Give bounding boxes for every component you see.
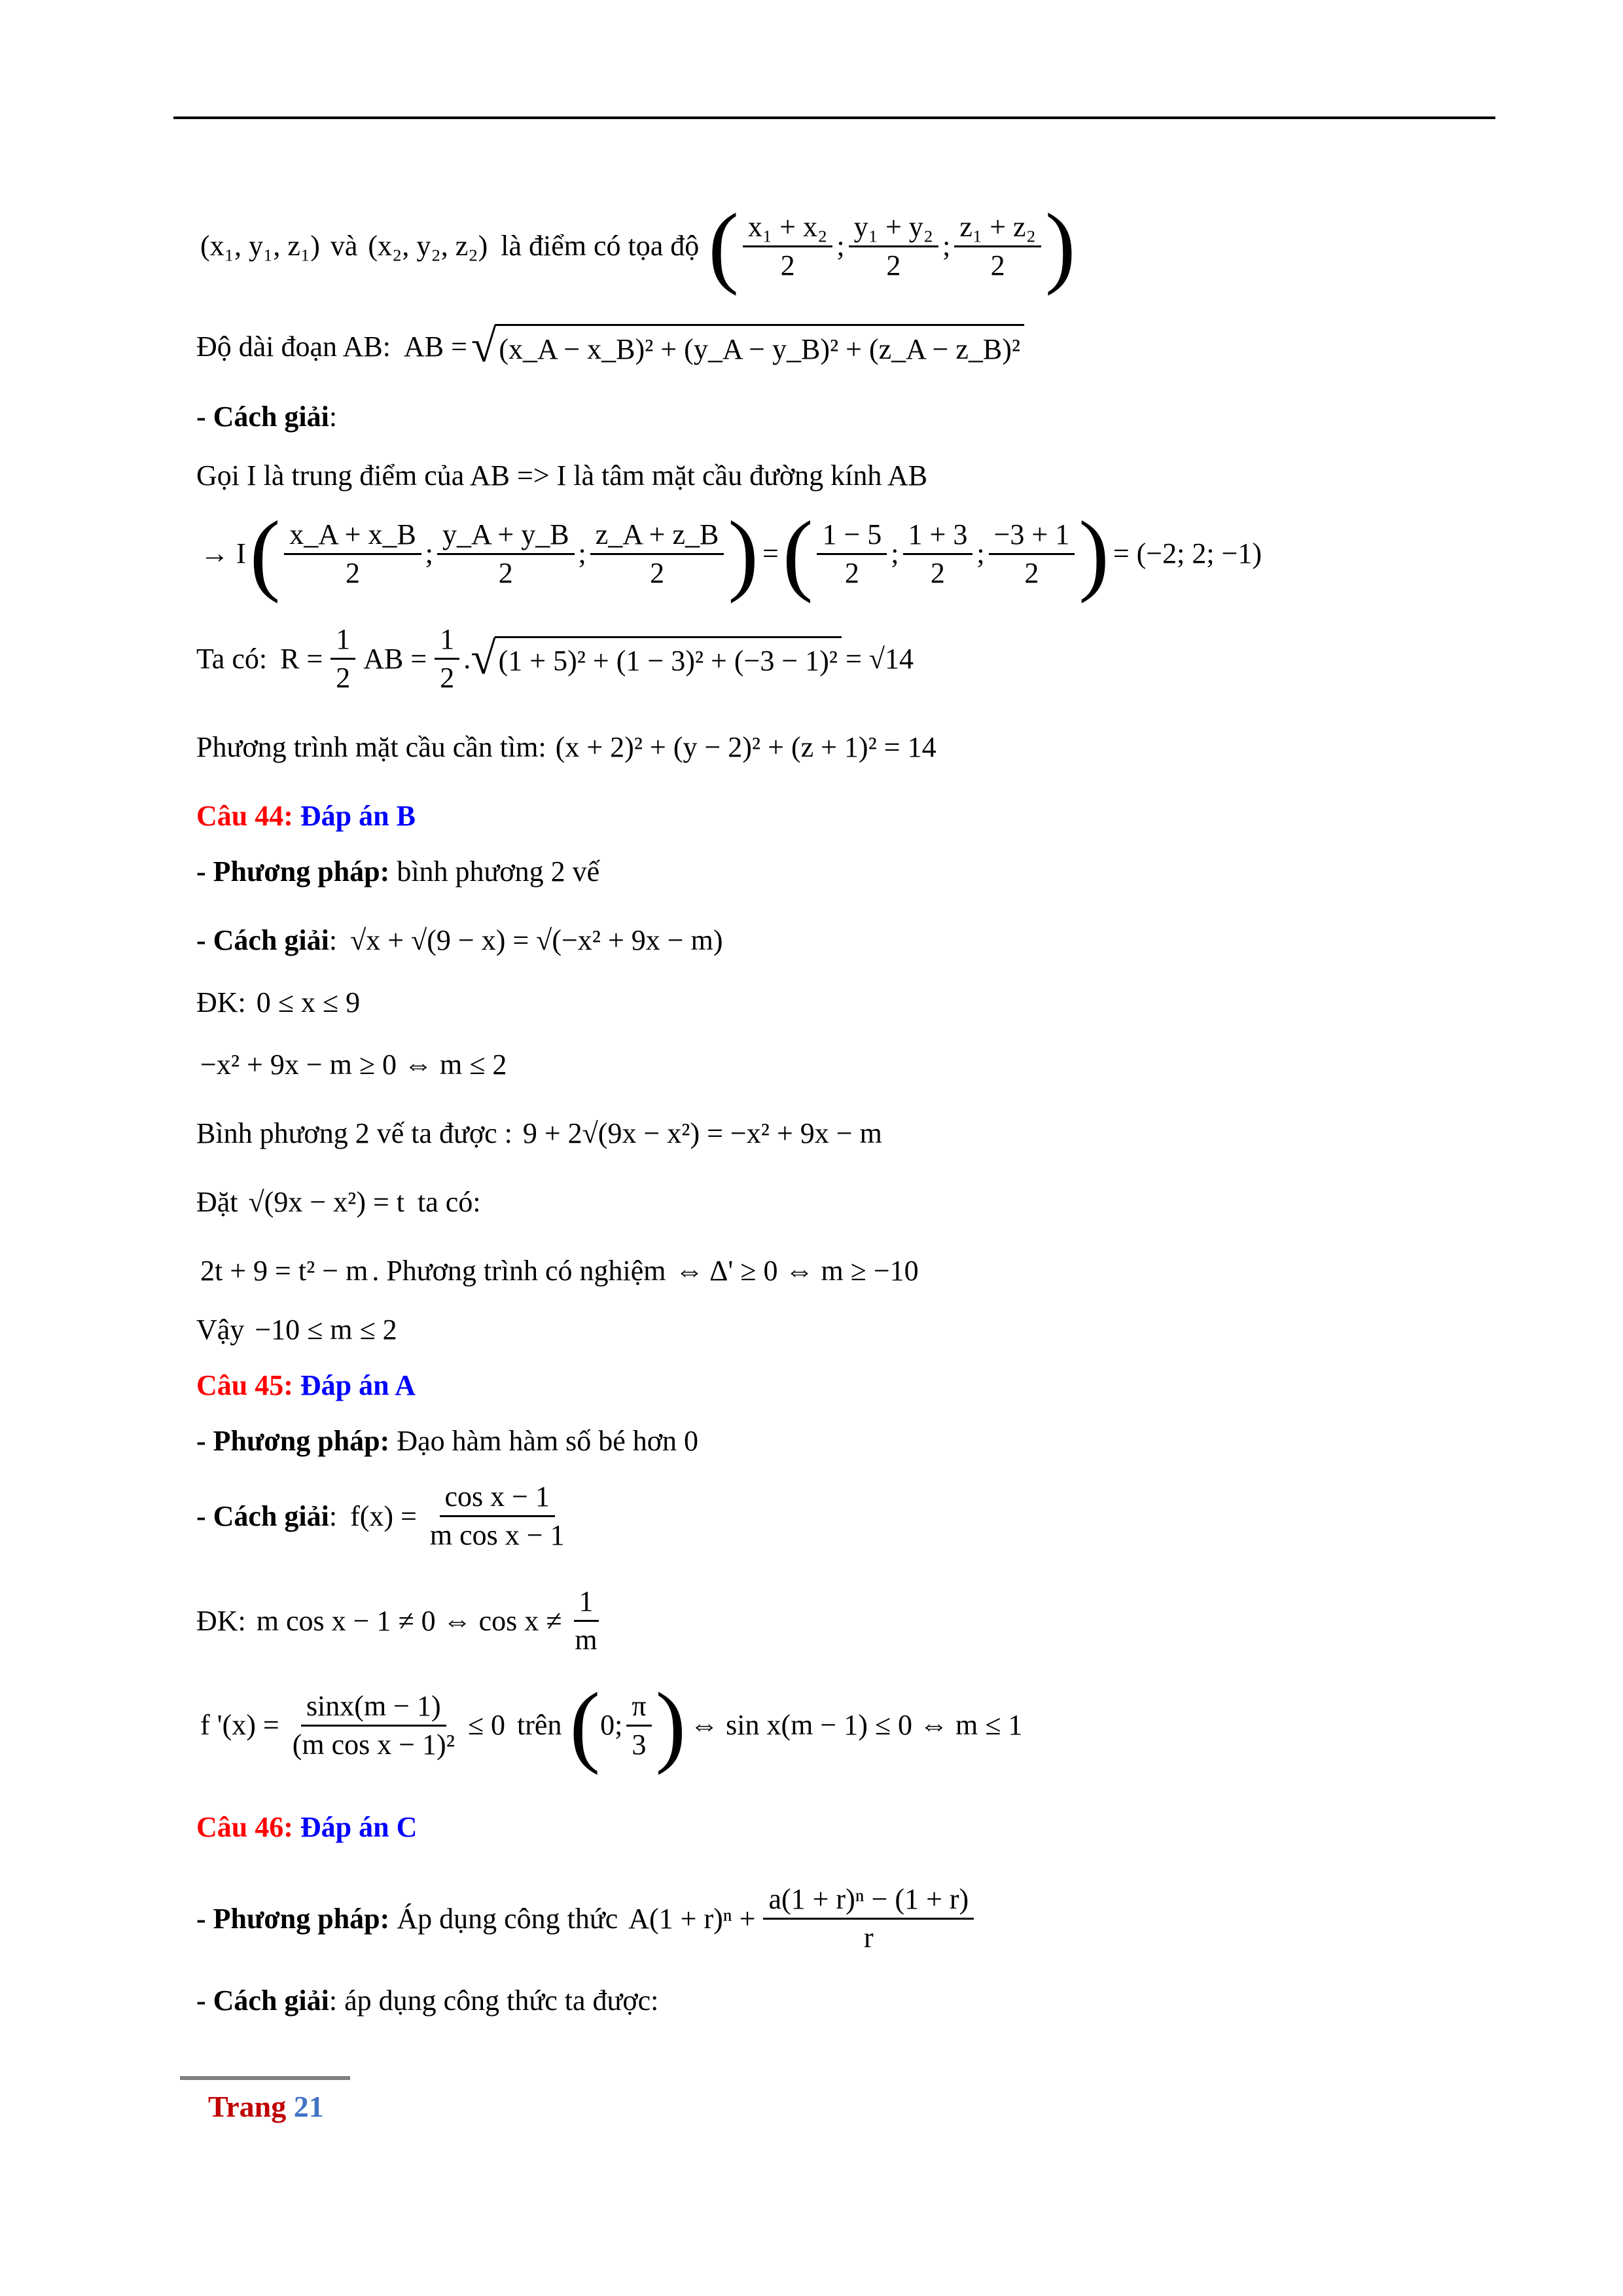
interval-start: 0; [600, 1709, 623, 1741]
method-label: - Phương pháp: [196, 855, 390, 888]
center-calc-line: → I ( $\frac{x\_A + x\_B}{2}$ ; $\frac{y\_A + y\_B}{2}$ ; $\frac{z\_A + z\_B}{2}$ ) = ( $\frac{1 - 5}{2}$ ; $\frac{1 + 3}{2}$ ; $\frac{-3 + 1}{2}$ ) = (−2; 2; −1) [200, 503, 1262, 604]
colon: : [329, 1499, 338, 1532]
tren-text: trên [517, 1709, 562, 1741]
le-zero: ≤ 0 [467, 1709, 506, 1741]
question-46-heading [196, 1813, 417, 1842]
equals: = [762, 537, 779, 569]
midpoint-text: là điểm có tọa độ [501, 230, 700, 262]
distance-lhs: AB = [403, 331, 467, 363]
condition-44 [196, 988, 364, 1017]
vay-text: Vậy [196, 1314, 245, 1346]
cau-44: Câu 44: [196, 800, 293, 832]
half-frac-1: $\frac{1}{2}$ [330, 625, 355, 692]
dat-text: Đặt [196, 1186, 238, 1218]
derivative-lhs: f '(x) = [200, 1709, 279, 1741]
frac-za: $\frac{z\_A + z\_B}{2}$ [590, 520, 724, 588]
paren-open: ( [708, 195, 739, 296]
ta-co: Ta có: [196, 642, 268, 675]
answer-45: Đáp án A [300, 1369, 416, 1401]
colon: : [329, 924, 338, 956]
quadratic-line [196, 1257, 923, 1285]
formula-lhs: A(1 + r)ⁿ + [628, 1902, 756, 1935]
sphere-equation: (x + 2)² + (y − 2)² + (z + 1)² = 14 [555, 731, 936, 763]
distance-text: Độ dài đoạn AB: [196, 331, 391, 363]
conclusion-44 [196, 1316, 401, 1344]
frac-xa: $\frac{x\_A + x\_B}{2}$ [284, 520, 421, 588]
root-text: . Phương trình có nghiệm [372, 1255, 666, 1287]
ab-equals: AB = [363, 642, 427, 675]
point-1: (x₁, y₁, z₁) [200, 230, 320, 262]
final-range: −10 ≤ m ≤ 2 [255, 1314, 397, 1346]
colon: : [329, 1984, 338, 2017]
distance-sqrt: √ (x_A − x_B)² + (y_A − y_B)² + (z_A − z_B)² [471, 324, 1024, 370]
paren-close: ) [728, 503, 758, 604]
dk-range: 0 ≤ x ≤ 9 [256, 986, 361, 1018]
solution-45 [196, 1482, 574, 1550]
solution-label: - Cách giải [196, 401, 329, 433]
ta-co-text: ta có: [418, 1186, 481, 1218]
formula-frac: $\frac{\text{a(1 + r)ⁿ − (1 + r)}}{r}$ [763, 1885, 974, 1952]
inequality-44 [196, 1050, 510, 1079]
method-46 [196, 1885, 978, 1952]
point-2: (x₂, y₂, z₂) [368, 230, 488, 262]
header-rule [173, 117, 1495, 119]
substitution-eq: √(9x − x²) = t [248, 1186, 405, 1218]
condition-45 [196, 1587, 607, 1655]
square-text: Bình phương 2 vế ta được : [196, 1117, 512, 1149]
conj-va: và [330, 230, 358, 262]
question-45-heading [196, 1371, 416, 1400]
radius-sqrt: √ (1 + 5)² + (1 − 3)² + (−3 − 1)² [471, 636, 842, 682]
midpoint-frac-y: $\frac{\text{y₁ + y₂}}{2}$ [849, 213, 939, 280]
function-frac: $\frac{\text{cos x − 1}}{\text{m cos x − 1}}$ [429, 1480, 565, 1551]
square-both-sides [196, 1119, 886, 1148]
dk-label: ĐK: [196, 986, 246, 1018]
half-frac-2: $\frac{1}{2}$ [435, 625, 459, 692]
frac-ya: $\frac{y\_A + y\_B}{2}$ [437, 520, 575, 588]
question-44-heading [196, 802, 416, 831]
frac-g1: $\frac{1 - 5}{2}$ [817, 520, 887, 588]
page-footer [208, 2089, 324, 2124]
m-inequality: −x² + 9x − m ≥ 0 ⇔ m ≤ 2 [200, 1049, 507, 1081]
discriminant-eq: ⇔ Δ' ≥ 0 ⇔ m ≥ −10 [675, 1255, 919, 1287]
paren-open: ( [249, 503, 281, 604]
radius-result: = √14 [846, 642, 914, 675]
method-44 [196, 857, 599, 886]
method-45 [196, 1427, 698, 1456]
solution-46 [196, 1986, 658, 2015]
method-text: Đạo hàm hàm số bé hơn 0 [397, 1425, 699, 1457]
interval-close: ) [655, 1674, 687, 1776]
method-text: Áp dụng công thức [397, 1902, 618, 1935]
paren-open-2: ( [782, 503, 813, 604]
solution-label: - Cách giải [196, 1984, 329, 2017]
statement-text: Gọi I là trung điểm của AB => I là tâm mặt cầu đường kính AB [196, 459, 928, 492]
midpoint-frac-x: $\frac{\text{x₁ + x₂}}{2}$ [743, 213, 833, 280]
substitution-line [196, 1188, 481, 1217]
colon: : [329, 401, 338, 433]
method-text: bình phương 2 vế [397, 855, 600, 888]
solution-label: - Cách giải [196, 1499, 329, 1532]
sphere-text: Phương trình mặt cầu cần tìm: [196, 731, 546, 763]
function-lhs: f(x) = [350, 1499, 417, 1532]
pi-third-frac: $\frac{\pi}{3}$ [626, 1692, 651, 1759]
midpoint-formula-line: (x₁, y₁, z₁) và (x₂, y₂, z₂) là điểm có tọa độ ( $\frac{\text{x₁ + x₂}}{2}$ ; $\frac{\text{y₁ + y₂}}{2}$ ; $\frac{\text{z₁ + z₂}}{2}$ ) [200, 195, 1076, 296]
answer-46: Đáp án C [300, 1811, 418, 1843]
inverse-m-frac: $\frac{1}{m}$ [575, 1585, 597, 1656]
midpoint-frac-z: $\frac{\text{z₁ + z₂}}{2}$ [954, 213, 1041, 280]
footer-rule [180, 2076, 350, 2080]
derivative-line [196, 1674, 1026, 1776]
solution-text: áp dụng công thức ta được: [344, 1984, 659, 2017]
frac-g3: $\frac{-3 + 1}{2}$ [989, 520, 1075, 588]
method-label: - Phương pháp: [196, 1902, 390, 1935]
page-number: 21 [293, 2090, 324, 2123]
paren-close: ) [1044, 195, 1076, 296]
radius-lhs: R = [280, 642, 323, 675]
cau-46: Câu 46: [196, 1811, 293, 1843]
distance-formula-line [196, 321, 1024, 372]
solution-44 [196, 926, 726, 955]
midpoint-statement [196, 461, 927, 490]
center-result: = (−2; 2; −1) [1113, 537, 1262, 569]
paren-close-2: ) [1079, 503, 1109, 604]
square-equation: 9 + 2√(9x − x²) = −x² + 9x − m [522, 1117, 882, 1149]
derivative-frac: $\frac{\sin x(m - 1)}{\text{(m cos x − 1)²}}$ [292, 1689, 455, 1761]
method-label: - Phương pháp: [196, 1425, 390, 1457]
cau-45: Câu 45: [196, 1369, 293, 1401]
interval-open: ( [569, 1674, 601, 1776]
solution-label: - Cách giải [196, 924, 329, 956]
sphere-equation-line [196, 733, 940, 762]
derivative-result: ⇔ sin x(m − 1) ≤ 0 ⇔ m ≤ 1 [690, 1709, 1023, 1741]
sqrt-equation: √x + √(9 − x) = √(−x² + 9x − m) [350, 924, 723, 956]
solution-heading-1 [196, 403, 337, 431]
answer-44: Đáp án B [300, 800, 416, 832]
cos-condition: m cos x − 1 ≠ 0 ⇔ cos x ≠ [256, 1604, 562, 1637]
quadratic-eq: 2t + 9 = t² − m [200, 1255, 368, 1287]
page-label: Trang [208, 2090, 287, 2123]
arrow-i: → I [200, 537, 246, 569]
dk-label: ĐK: [196, 1604, 246, 1637]
radius-calc-line: Ta có: R = $\frac{1}{2}$ AB = $\frac{1}{2}$ . √ (1 + 5)² + (1 − 3)² + (−3 − 1)² = √14 [196, 623, 914, 694]
frac-g2: $\frac{1 + 3}{2}$ [903, 520, 973, 588]
